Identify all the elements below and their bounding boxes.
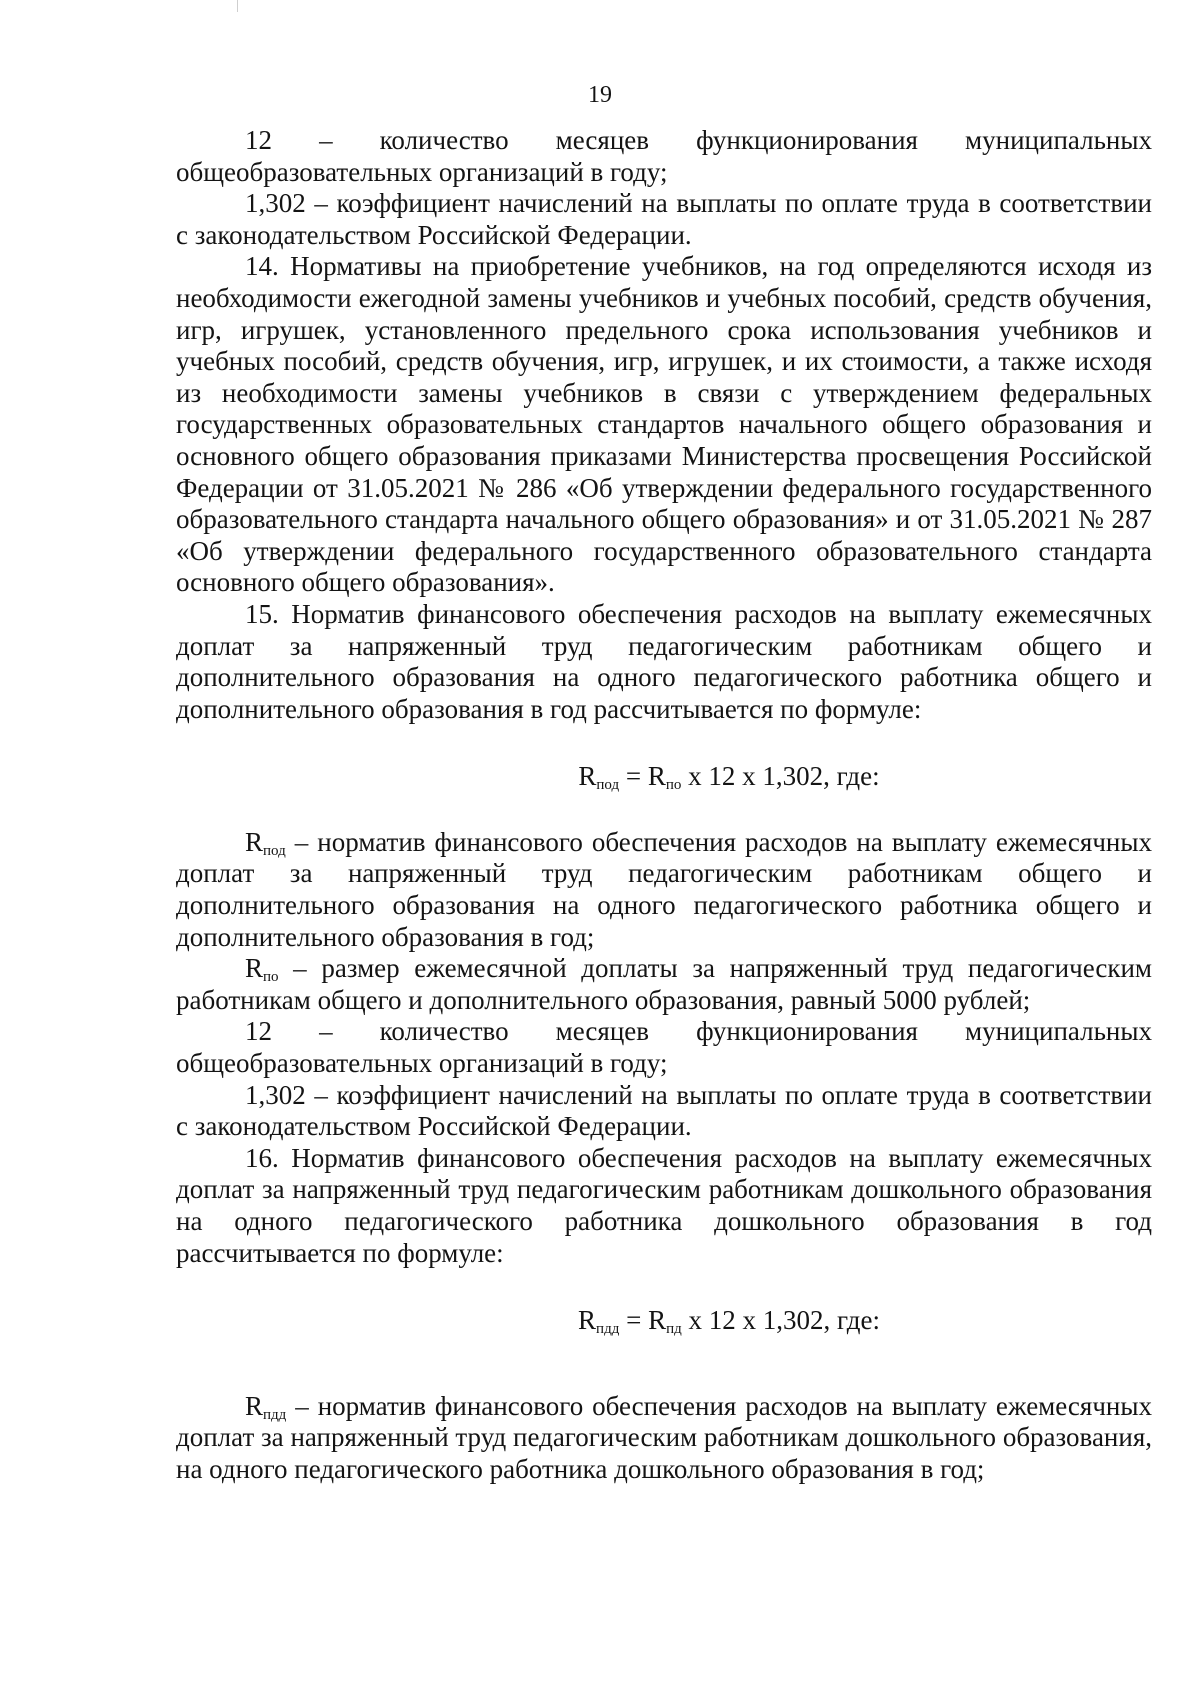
document-body bbox=[176, 125, 1152, 1486]
paragraph-16-norm: 16. Норматив финансового обеспечения расходов на выплату ежемесячных доплат за напряженный труд педагогическим работникам дошкольного образования на одного педагогического работника дошкольного образования в год рассчитывается по формуле: bbox=[176, 1142, 1152, 1268]
paragraph-coefficient: 1,302 – коэффициент начислений на выплаты по оплате труда в соответствии с законодательством Российской Федерации. bbox=[176, 188, 1152, 250]
definition-r-pod-symbol: R bbox=[245, 826, 264, 857]
definition-r-pod-sub: под bbox=[263, 842, 286, 859]
formula-r-pdd bbox=[176, 1305, 1152, 1337]
formula-r-pod-rest: х 12 х 1,302, где: bbox=[681, 761, 880, 792]
paragraph-months-count: 12 – количество месяцев функционирования муниципальных общеобразовательных организаций в году; bbox=[176, 125, 1152, 187]
formula-r-pdd-rest: х 12 х 1,302, где: bbox=[681, 1305, 880, 1336]
definition-r-po-text: – размер ежемесячной доплаты за напряженный труд педагогическим работникам общего и дополнительного образования, равный 5000 рублей; bbox=[176, 953, 1152, 1015]
formula-r-pdd-rhs-sub: пд bbox=[666, 1321, 682, 1338]
paragraph-15-norm: 15. Норматив финансового обеспечения расходов на выплату ежемесячных доплат за напряженный труд педагогическим работникам общего и дополнительного образования на одного педагогического работника общего и дополнительного образования в год рассчитывается по формуле: bbox=[176, 598, 1152, 724]
definition-r-pdd-sub: пдд bbox=[263, 1406, 287, 1423]
paragraph-months-count-2: 12 – количество месяцев функционирования муниципальных общеобразовательных организаций в году; bbox=[176, 1016, 1152, 1079]
page-number: 19 bbox=[588, 82, 612, 108]
definition-r-pod-text: – норматив финансового обеспечения расходов на выплату ежемесячных доплат за напряженный труд педагогическим работникам общего и дополнительного образования на одного педагогического работника общего и дополнительного образования в год; bbox=[176, 826, 1152, 952]
paragraph-coefficient-2: 1,302 – коэффициент начислений на выплаты по оплате труда в соответствии с законодательством Российской Федерации. bbox=[176, 1079, 1152, 1142]
definition-r-pdd-text: – норматив финансового обеспечения расходов на выплату ежемесячных доплат за напряженный труд педагогическим работникам дошкольного образования, на одного педагогического работника дошкольного образования в год; bbox=[176, 1390, 1152, 1484]
formula-r-pod-rhs-sub: по bbox=[665, 777, 682, 794]
definition-r-pdd bbox=[176, 1391, 1152, 1486]
formula-r-pod-eq: = bbox=[619, 761, 648, 792]
formula-r-pod-rhs: R bbox=[647, 761, 666, 792]
formula-r-pod-lhs: R bbox=[578, 761, 597, 792]
definition-r-pdd-symbol: R bbox=[245, 1390, 264, 1421]
formula-r-pod-lhs-sub: под bbox=[596, 777, 620, 794]
scan-artifact-line bbox=[237, 0, 238, 12]
definition-r-po-symbol: R bbox=[245, 953, 264, 984]
formula-r-pdd-lhs: R bbox=[578, 1305, 597, 1336]
formula-r-pdd-rhs: R bbox=[648, 1305, 667, 1336]
paragraph-14-textbooks: 14. Нормативы на приобретение учебников, на год определяются исходя из необходимости ежегодной замены учебников и учебных пособий, средств обучения, игр, игрушек, установленного предельного срока использования учебников и учебных пособий, средств обучения, игр, игрушек, и их стоимости, а также исходя из необходимости замены учебников в связи с утверждением федеральных государственных образовательных стандартов начального общего образования и основного общего образования приказами Министерства просвещения Российской Федерации от 31.05.2021 № 286 «Об утверждении федерального государственного образовательного стандарта начального общего образования» и от 31.05.2021 № 287 «Об утверждении федерального государственного образовательного стандарта основного общего образования». bbox=[176, 251, 1152, 598]
definition-r-po-sub: по bbox=[263, 969, 279, 986]
formula-r-pdd-lhs-sub: пдд bbox=[596, 1321, 620, 1338]
definition-r-pod bbox=[176, 827, 1152, 953]
formula-r-pod bbox=[176, 761, 1152, 793]
formula-r-pdd-eq: = bbox=[619, 1305, 649, 1336]
definition-r-po bbox=[176, 953, 1152, 1016]
